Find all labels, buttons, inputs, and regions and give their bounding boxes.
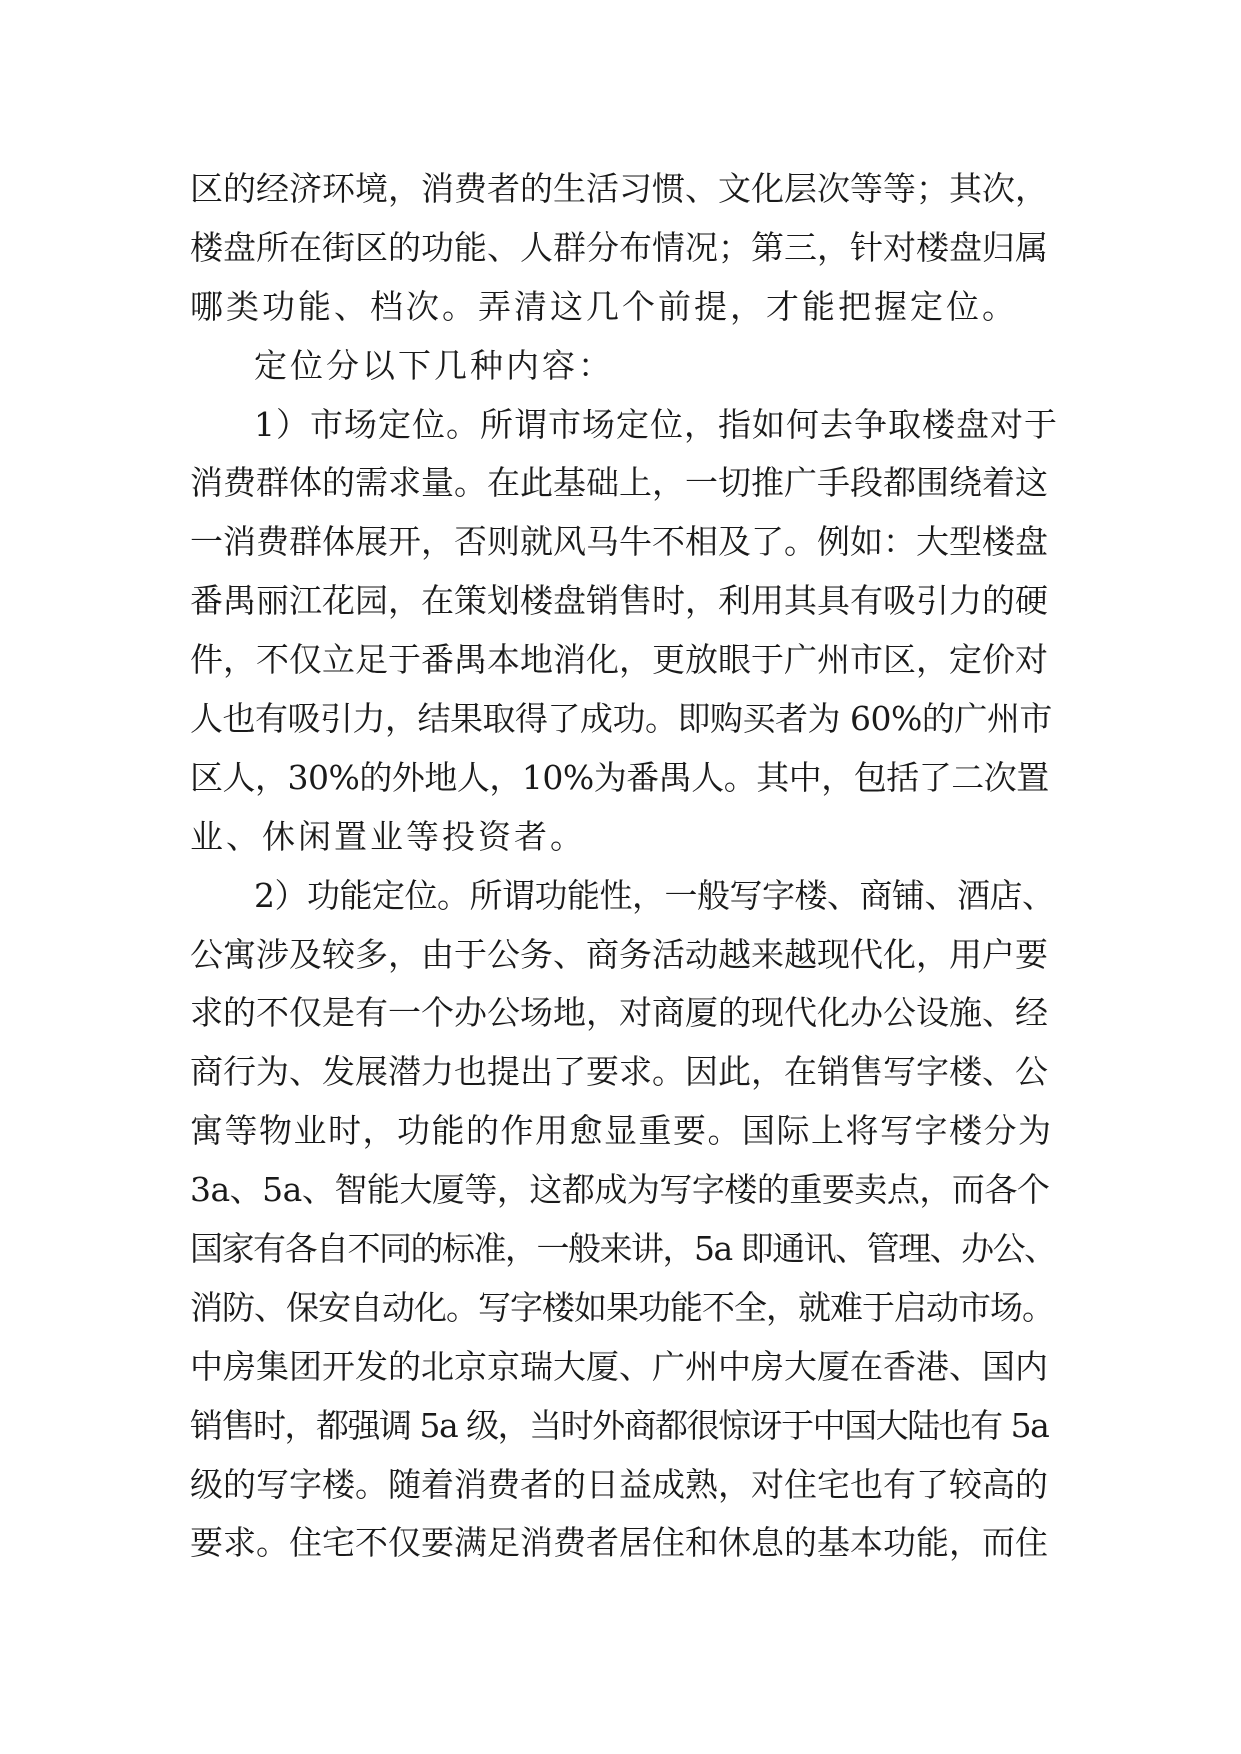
text-line: 消费群体的需求量。在此基础上，一切推广手段都围绕着这 <box>190 463 1048 503</box>
text-line: 区的经济环境，消费者的生活习惯、文化层次等等；其次， <box>190 169 1048 208</box>
text-line: 人也有吸引力，结果取得了成功。即购买者为 60%的广州市 <box>190 699 1052 739</box>
text-line: 番禺丽江花园，在策划楼盘销售时，利用其具有吸引力的硬 <box>190 581 1048 621</box>
body-text <box>190 160 1060 1573</box>
text-line: 件，不仅立足于番禺本地消化，更放眼于广州市区，定价对 <box>190 640 1048 680</box>
text-line: 商行为、发展潜力也提出了要求。因此，在销售写字楼、公 <box>190 1052 1048 1092</box>
text-line: 要求。住宅不仅要满足消费者居住和休息的基本功能，而住 <box>190 1523 1048 1563</box>
text-line: 消防、保安自动化。写字楼如果功能不全，就难于启动市场。 <box>190 1287 1054 1327</box>
text-line: 哪类功能、档次。弄清这几个前提，才能把握定位。 <box>190 286 1018 326</box>
text-line: 求的不仅是有一个办公场地，对商厦的现代化办公设施、经 <box>190 993 1048 1033</box>
text-line: 一消费群体展开，否则就风马牛不相及了。例如：大型楼盘 <box>190 522 1048 562</box>
text-line: 业、休闲置业等投资者。 <box>190 816 586 856</box>
text-line: 3a、5a、智能大厦等，这都成为写字楼的重要卖点，而各个 <box>190 1170 1050 1210</box>
text-line: 楼盘所在街区的功能、人群分布情况；第三，针对楼盘归属 <box>190 227 1048 267</box>
text-line: 区人，30%的外地人，10%为番禺人。其中，包括了二次置 <box>190 757 1049 797</box>
text-line: 国家有各自不同的标准，一般来讲，5a 即通讯、管理、办公、 <box>190 1229 1056 1269</box>
text-line: 公寓涉及较多，由于公务、商务活动越来越现代化，用户要 <box>190 934 1048 974</box>
text-line: 级的写字楼。随着消费者的日益成熟，对住宅也有了较高的 <box>190 1464 1048 1504</box>
text-line: 销售时，都强调 5a 级，当时外商都很惊讶于中国大陆也有 5a <box>190 1405 1049 1445</box>
text-line: 2）功能定位。所谓功能性，一般写字楼、商铺、酒店、 <box>254 875 1055 915</box>
text-line: 1）市场定位。所谓市场定位，指如何去争取楼盘对于 <box>254 404 1058 444</box>
text-line: 定位分以下几种内容： <box>254 345 614 385</box>
text-line: 寓等物业时，功能的作用愈显重要。国际上将写字楼分为 <box>190 1111 1053 1151</box>
text-line: 中房集团开发的北京京瑞大厦、广州中房大厦在香港、国内 <box>190 1346 1048 1386</box>
